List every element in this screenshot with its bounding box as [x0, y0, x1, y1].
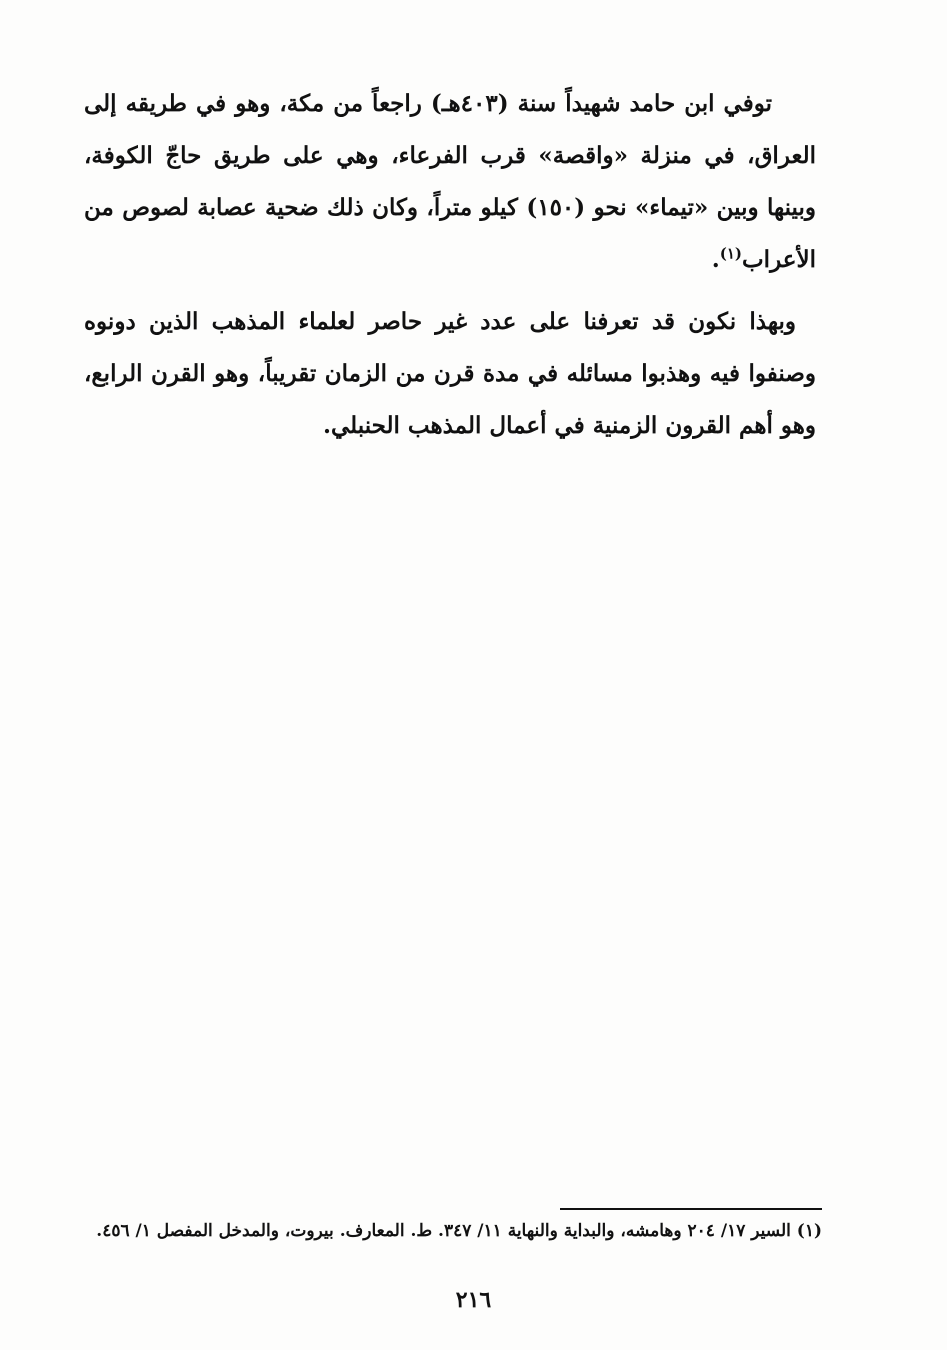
paragraph-1-text: توفي ابن حامد شهيداً سنة (٤٠٣هـ) راجعاً من مكة، وهو في طريقه إلى العراق، في منزلة «واقصة» قرب الفرعاء، وهي على طريق حاجّ الكوفة، وبينها وبين «تيماء» نحو (١٥٠) كيلو متراً، وكان ذلك ضحية عصابة لصوص من الأعراب	[84, 90, 816, 273]
footnote-reference: (١)	[719, 244, 743, 263]
footnote	[96, 1218, 822, 1244]
main-text-block	[84, 78, 816, 452]
footnote-text: (١) السير ١٧/ ٢٠٤ وهامشه، والبداية والنهاية ١١/ ٣٤٧. ط. المعارف. بيروت، والمدخل المفصل ١/ ٤٥٦.	[96, 1221, 822, 1241]
paragraph-death-of-ibn-hamid	[84, 78, 816, 286]
paragraph-fourth-century-summary	[84, 296, 816, 452]
paragraph-1-end: .	[711, 246, 720, 273]
footnote-divider	[560, 1208, 822, 1210]
paragraph-2-text: وبهذا نكون قد تعرفنا على عدد غير حاصر لعلماء المذهب الذين دونوه وصنفوا فيه وهذبوا مسائله في مدة قرن من الزمان تقريباً، وهو القرن الرابع، وهو أهم القرون الزمنية في أعمال المذهب الحنبلي.	[84, 308, 816, 439]
page-number: ٢١٦	[455, 1287, 492, 1313]
